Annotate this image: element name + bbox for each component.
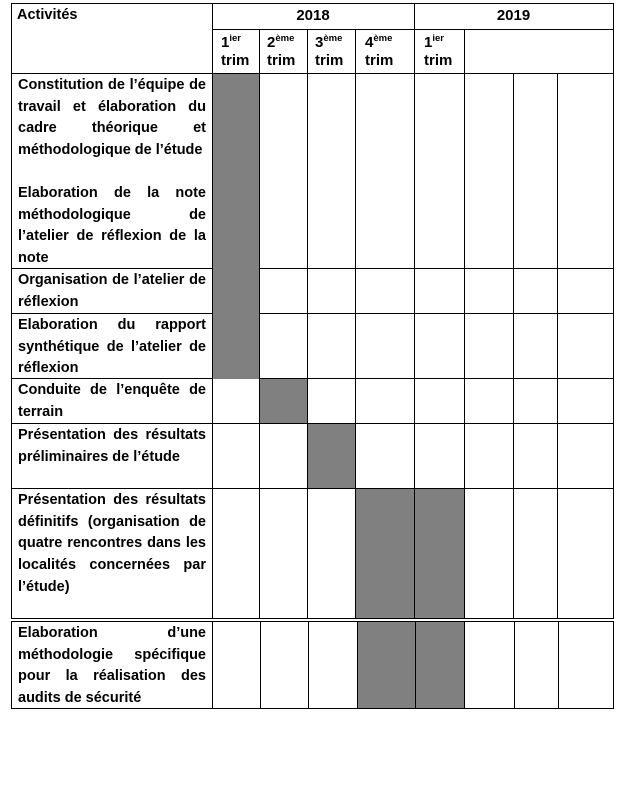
period-header-q3-2018: 3ème trim: [315, 33, 344, 69]
table-left-border: [11, 621, 12, 709]
column-separator: [259, 29, 260, 619]
period-header-q1-2018: $1^{ier}$ trim: [221, 33, 250, 69]
column-separator: [260, 621, 261, 709]
column-separator: [464, 29, 465, 619]
schedule-bar-q4-2018: [356, 489, 414, 618]
column-separator: [308, 621, 309, 709]
activity-label: Conduite de l’enquête de terrain: [18, 382, 206, 420]
schedule-bar-q3-2018: [308, 424, 355, 488]
column-separator: [307, 29, 308, 619]
activity-column-border: [212, 621, 213, 709]
period-header-q2-2018: 2ème trim: [267, 33, 296, 69]
activity-label: Présentation des résultats préliminaires de l’étude: [18, 427, 206, 465]
activity-label: Présentation des résultats définitifs (organisation de quatre rencontres dans les localités concernées par l’étude): [18, 492, 206, 595]
table-top-border: [11, 3, 614, 4]
gantt-table: [11, 3, 614, 709]
activity-label: Organisation de l’atelier de réflexion: [18, 272, 206, 310]
year-header-separator: [212, 29, 614, 30]
year-header-2019: 2019: [496, 7, 531, 24]
activity-label: Elaboration du rapport synthétique de l’atelier de réflexion: [18, 317, 206, 377]
activity-label: Constitution de l’équipe de travail et élaboration du cadre théorique et méthodologique de l’étude: [18, 77, 206, 159]
table-right-border: [613, 621, 614, 709]
table-left-border: [11, 3, 12, 619]
schedule-bar-q1-2019: [415, 489, 464, 618]
activity-label: Elaboration de la note méthodologique de l’atelier de réflexion de la note: [18, 185, 206, 267]
column-separator: [464, 621, 465, 709]
activities-header: Activités: [17, 7, 78, 23]
period-header-q4-2018: 4ème trim: [365, 33, 394, 69]
table-right-border: [613, 3, 614, 619]
year-header-2018: 2018: [296, 7, 330, 24]
table-bottom-border: [11, 618, 614, 619]
column-separator: [514, 621, 515, 709]
row-separator: [11, 488, 614, 489]
table-top-border: [11, 621, 614, 622]
schedule-bar-q1-2018: [213, 74, 259, 379]
schedule-bar-q1-2019: [416, 622, 464, 708]
column-separator: [558, 621, 559, 709]
schedule-bar-q2-2018: [260, 379, 307, 423]
header-bottom-border: [11, 73, 614, 74]
activity-label: Elaboration d’une méthodologie spécifique pour la réalisation des audits de sécurité: [18, 625, 206, 707]
column-separator: [513, 73, 514, 619]
schedule-bar-q4-2018: [358, 622, 415, 708]
period-header-q1-2019: $1^{ier}$ trim: [424, 33, 453, 69]
column-separator: [557, 73, 558, 619]
